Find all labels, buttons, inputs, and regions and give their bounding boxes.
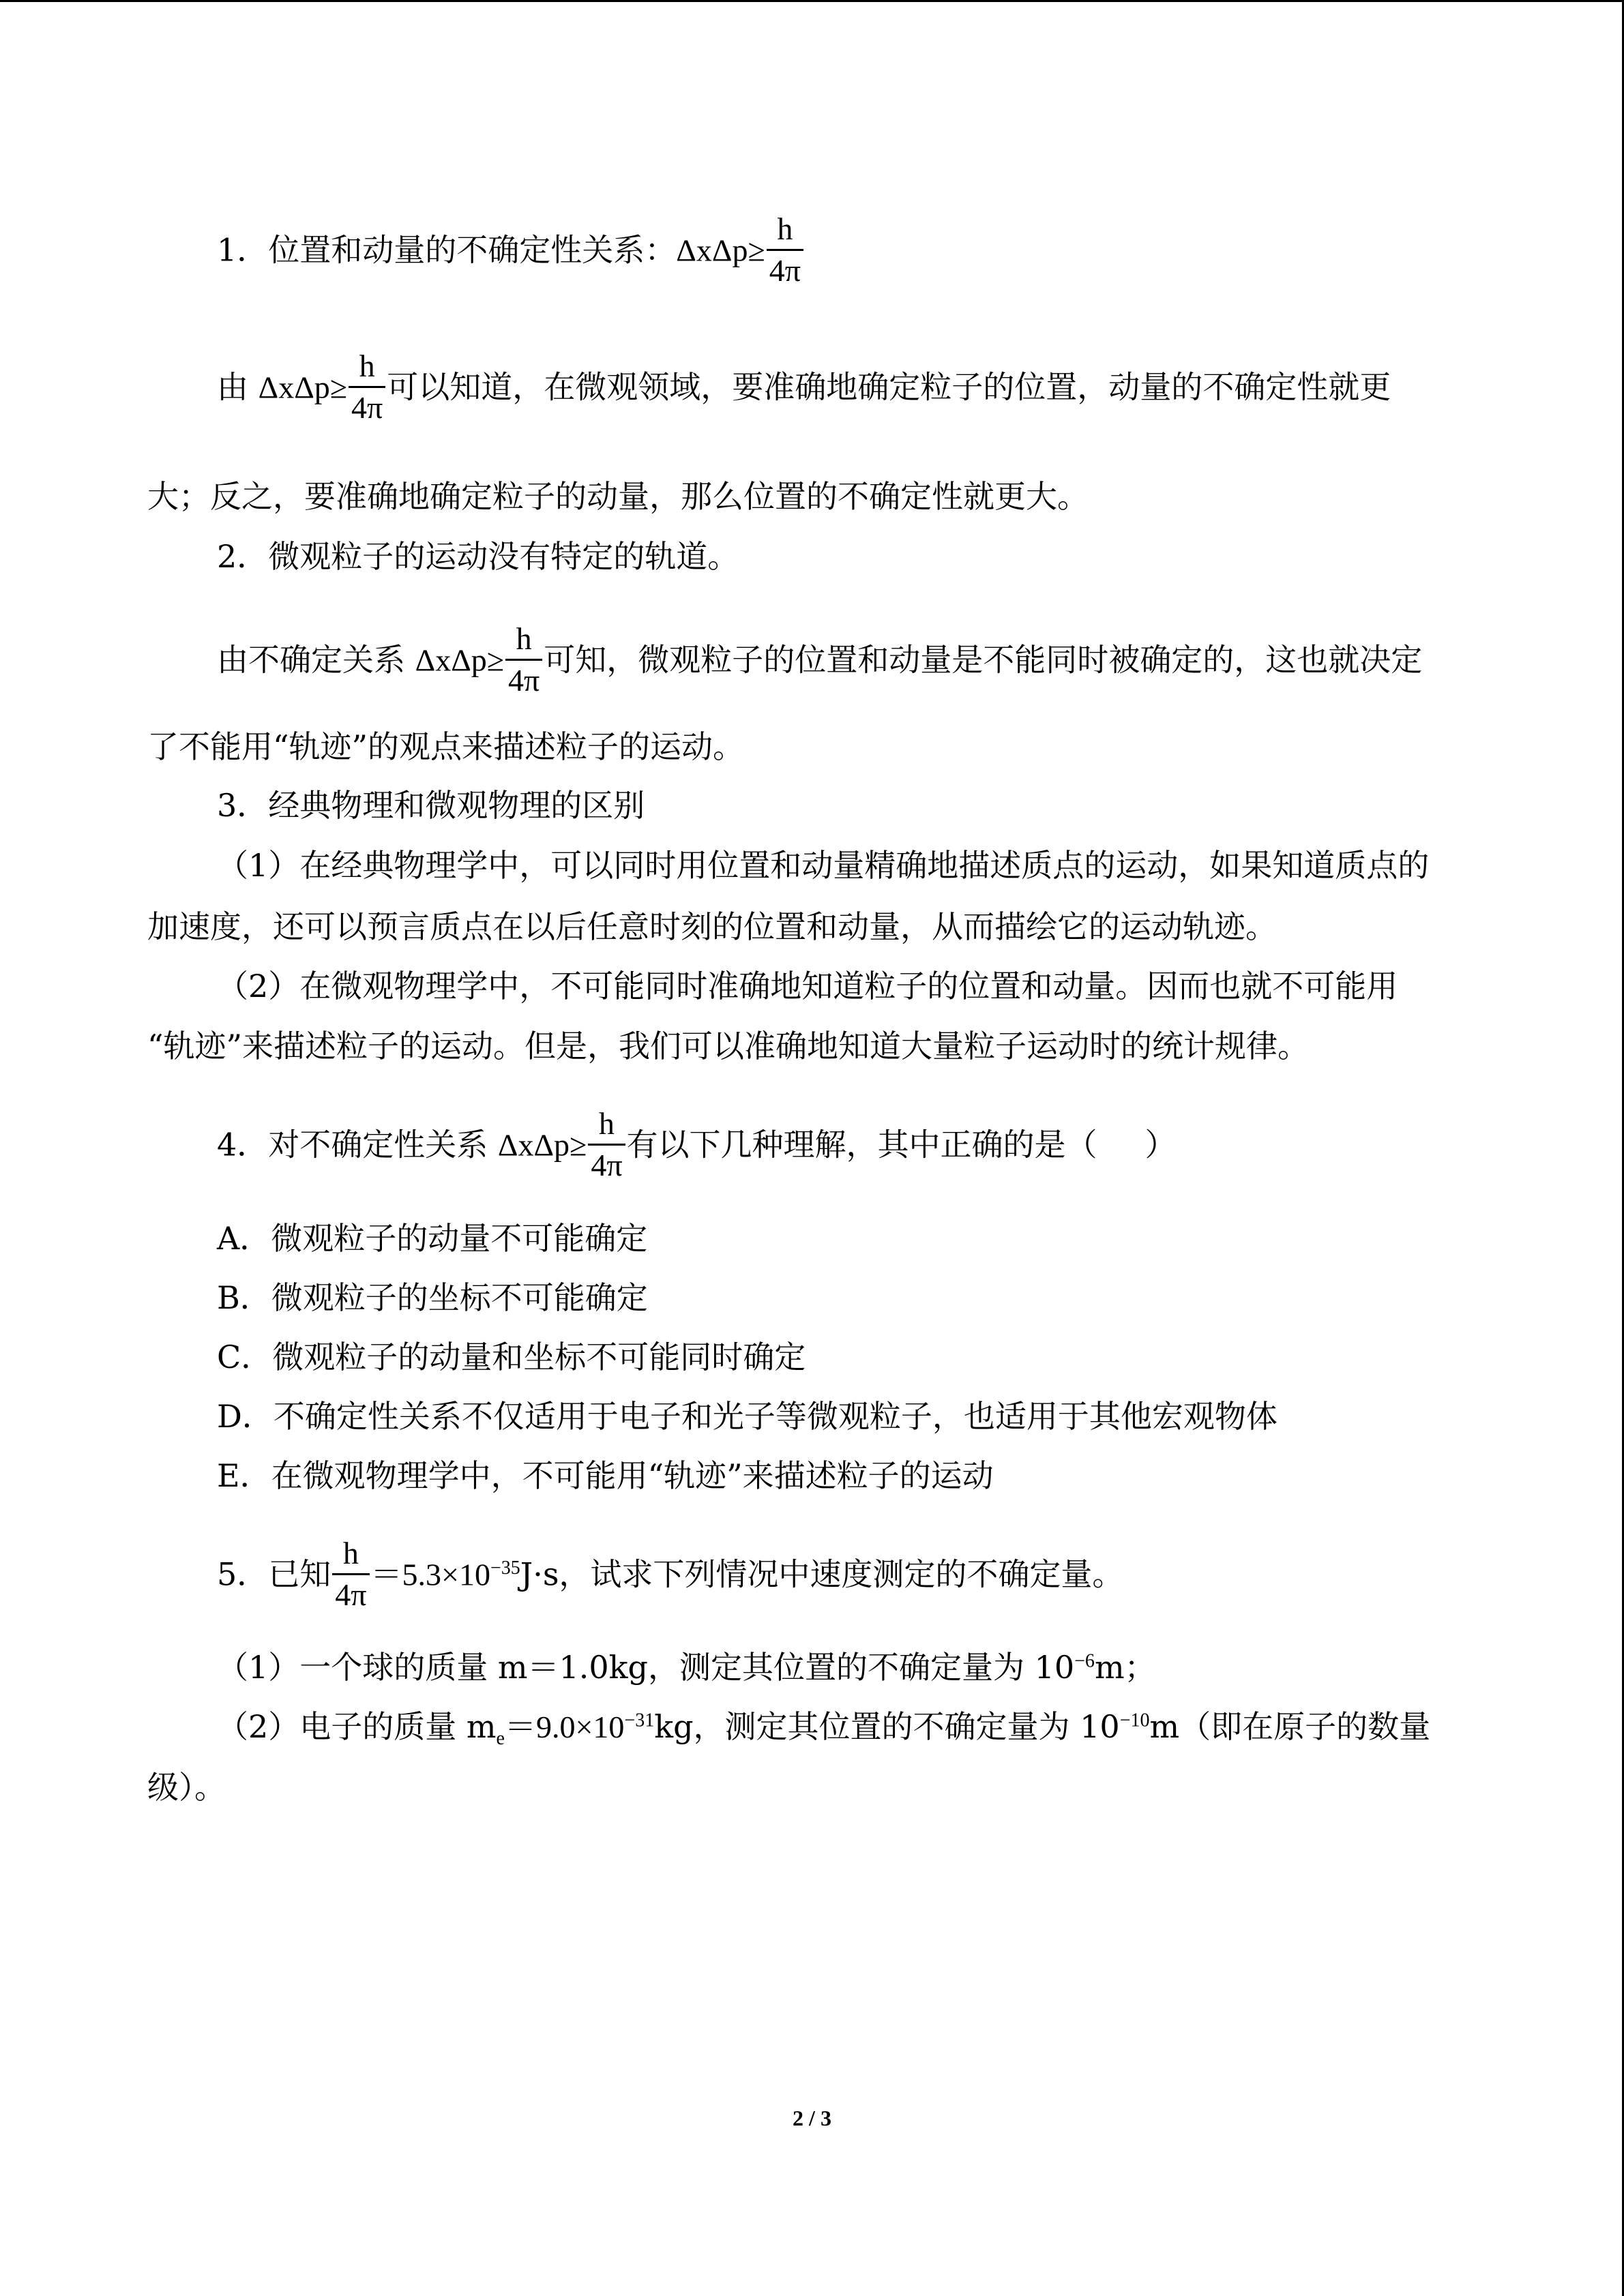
paragraph-continuation: 了不能用“轨迹”的观点来描述粒子的运动。 bbox=[147, 728, 745, 765]
text: 4．对不确定性关系 bbox=[217, 1126, 498, 1163]
question-5-part-2 bbox=[217, 1706, 1430, 1748]
text: 5．已知 bbox=[217, 1555, 331, 1593]
text: J·s，试求下列情况中速度测定的不确定量。 bbox=[520, 1555, 1124, 1593]
exponent: −10 bbox=[1119, 1710, 1150, 1731]
text: m； bbox=[1094, 1649, 1156, 1686]
fraction-h-over-4pi bbox=[332, 1538, 369, 1611]
option-e: E．在微观物理学中，不可能用“轨迹”来描述粒子的运动 bbox=[217, 1457, 994, 1494]
text: ＝5.3×10 bbox=[370, 1557, 490, 1592]
classical-vs-micro-heading: 3．经典物理和微观物理的区别 bbox=[217, 787, 645, 824]
formula: ΔxΔp≥ bbox=[497, 1127, 587, 1163]
option-a: A．微观粒子的动量不可能确定 bbox=[217, 1220, 648, 1257]
fraction-h-over-4pi bbox=[588, 1108, 625, 1181]
paragraph-continuation: 级）。 bbox=[147, 1769, 226, 1806]
text: 有以下几种理解，其中正确的是（ bbox=[626, 1126, 1097, 1163]
fraction-h-over-4pi bbox=[505, 623, 542, 696]
formula: ΔxΔp≥ bbox=[415, 642, 505, 678]
uncertainty-relation-heading bbox=[217, 211, 805, 289]
paragraph-micro: （2）在微观物理学中，不可能同时准确地知道粒子的位置和动量。因而也就不可能用 bbox=[217, 968, 1398, 1004]
text: ） bbox=[1145, 1126, 1177, 1163]
text: （1）一个球的质量 m＝1.0kg，测定其位置的不确定量为 10 bbox=[217, 1649, 1075, 1686]
formula: ΔxΔp≥ bbox=[258, 370, 348, 405]
exponent: −35 bbox=[490, 1557, 520, 1579]
denominator: 4π bbox=[769, 253, 801, 288]
paragraph-explanation bbox=[217, 348, 1391, 426]
option-d: D．不确定性关系不仅适用于电子和光子等微观粒子，也适用于其他宏观物体 bbox=[217, 1398, 1278, 1435]
paragraph-continuation: 加速度，还可以预言质点在以后任意时刻的位置和动量，从而描绘它的运动轨迹。 bbox=[147, 908, 1277, 945]
paragraph-continuation: 大；反之，要准确地确定粒子的动量，那么位置的不确定性就更大。 bbox=[147, 478, 1089, 515]
denominator: 4π bbox=[351, 390, 383, 425]
text: 由不确定关系 bbox=[217, 641, 415, 679]
option-b: B．微观粒子的坐标不可能确定 bbox=[217, 1279, 648, 1316]
text: 可以知道，在微观领域，要准确地确定粒子的位置，动量的不确定性就更 bbox=[387, 368, 1391, 406]
numerator: h bbox=[332, 1538, 369, 1575]
paragraph-continuation: “轨迹”来描述粒子的运动。但是，我们可以准确地知道大量粒子运动时的统计规律。 bbox=[147, 1028, 1310, 1064]
numerator: h bbox=[349, 351, 385, 388]
option-c: C．微观粒子的动量和坐标不可能同时确定 bbox=[217, 1339, 806, 1375]
numerator: h bbox=[588, 1108, 625, 1146]
text: kg，测定其位置的不确定量为 10 bbox=[654, 1708, 1120, 1745]
denominator: 4π bbox=[591, 1148, 623, 1182]
fraction-h-over-4pi bbox=[349, 348, 385, 425]
question-5 bbox=[217, 1536, 1124, 1613]
paragraph-trajectory bbox=[217, 621, 1423, 699]
text: 由 bbox=[217, 368, 259, 406]
text: m（即在原子的数量 bbox=[1149, 1708, 1431, 1745]
exponent: −31 bbox=[624, 1710, 655, 1731]
numerator: h bbox=[767, 213, 803, 251]
text: （2）电子的质量 m bbox=[217, 1708, 497, 1745]
page-number: 2 / 3 bbox=[793, 2106, 831, 2130]
numerator: h bbox=[505, 623, 542, 661]
trajectory-heading: 2．微观粒子的运动没有特定的轨道。 bbox=[217, 538, 739, 575]
denominator: 4π bbox=[508, 663, 540, 698]
formula: ΔxΔp≥ bbox=[676, 233, 765, 268]
subscript: e bbox=[496, 1728, 505, 1750]
paragraph-classical: （1）在经典物理学中，可以同时用位置和动量精确地描述质点的运动，如果知道质点的 bbox=[217, 847, 1430, 884]
denominator: 4π bbox=[335, 1577, 367, 1612]
question-5-part-1 bbox=[217, 1647, 1156, 1688]
text: 可知，微观粒子的位置和动量是不能同时被确定的，这也就决定 bbox=[544, 641, 1423, 679]
exponent: −6 bbox=[1074, 1650, 1095, 1672]
question-4 bbox=[217, 1106, 1177, 1184]
text: 1．位置和动量的不确定性关系： bbox=[217, 231, 677, 269]
text: ＝9.0×10 bbox=[504, 1710, 625, 1744]
fraction-h-over-4pi bbox=[767, 213, 803, 286]
